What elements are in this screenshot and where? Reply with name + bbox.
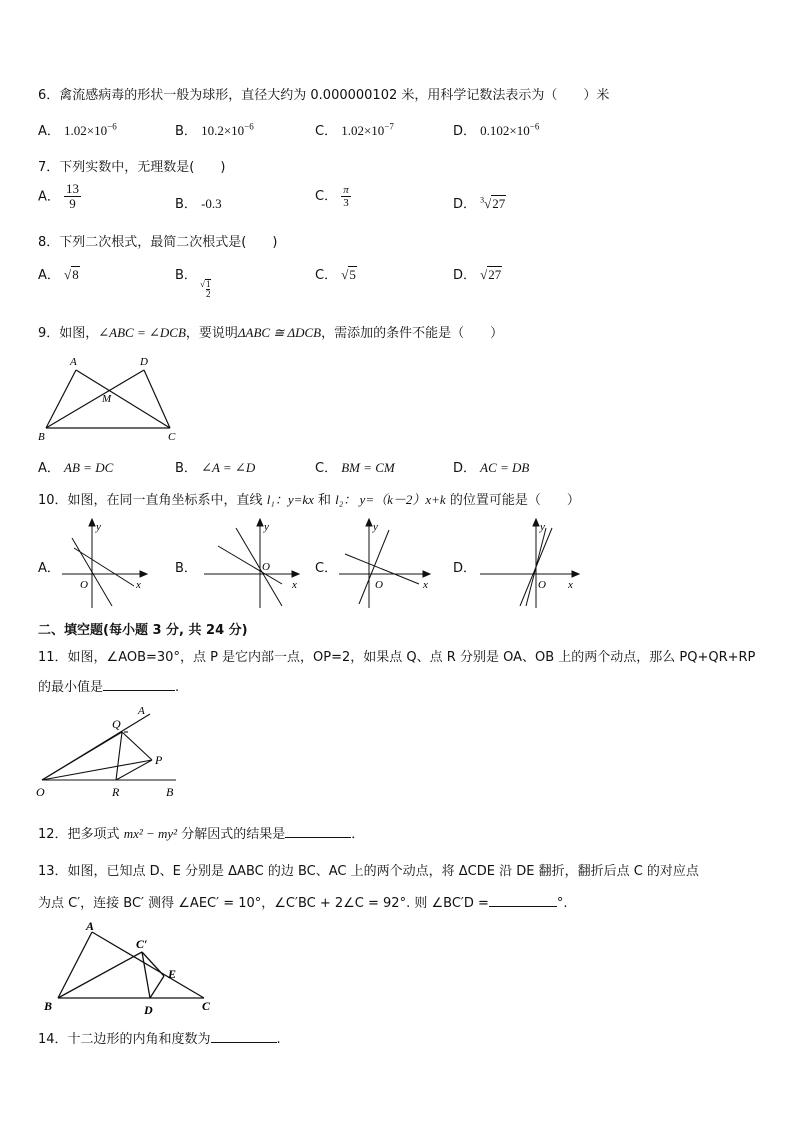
- q8-option-a: A． √8: [38, 267, 79, 283]
- label-o: O: [36, 785, 45, 799]
- q9-stem: 9．如图，∠ABC = ∠DCB，要说明ΔABC ≅ ΔDCB，需添加的条件不能是（ ）: [38, 325, 504, 341]
- label-a: A: [86, 919, 95, 933]
- label-b: B: [38, 431, 45, 442]
- origin-label: O: [538, 579, 546, 591]
- answer-blank[interactable]: [285, 825, 351, 838]
- q6-option-b: B． $10.2\times 10^{-6}$: [175, 121, 254, 139]
- label-c: C: [168, 431, 176, 442]
- answer-blank[interactable]: [103, 678, 175, 691]
- section-heading: 二、填空题(每小题 3 分, 共 24 分): [38, 623, 248, 638]
- label-e: E: [168, 967, 177, 981]
- q8-option-b: B．: [175, 268, 197, 283]
- q13-line1: 13．如图，已知点 D、E 分别是 ΔABC 的边 BC、AC 上的两个动点，将 ΔCDE 沿 DE 翻折，翻折后点 C 的对应点: [38, 864, 699, 879]
- q13-line2: 为点 C′，连接 BC′ 测得 ∠AEC′ = 10°，∠C′BC + 2∠C = 92°. 则 ∠BC′D = °.: [38, 896, 568, 911]
- q8-option-c: C． √5: [315, 267, 356, 283]
- q10-option-b-letter: B．: [175, 561, 197, 576]
- label-d: D: [144, 1003, 153, 1016]
- axis-y-label: y: [264, 521, 269, 533]
- fraction: $\frac{\pi}{3}$: [343, 184, 349, 210]
- fraction: $\frac{13}{9}$: [66, 181, 80, 212]
- q10-graph-b: [200, 518, 305, 610]
- q7-option-c: C． $\frac{\pi}{3}$: [315, 184, 349, 210]
- q11-line1: 11．如图，∠AOB=30°，点 P 是它内部一点，OP=2，如果点 Q、点 R 分别是 OA、OB 上的两个动点，那么 PQ+QR+RP: [38, 650, 756, 665]
- label-d: D: [140, 356, 148, 368]
- label-a: A: [70, 356, 77, 368]
- answer-blank[interactable]: [489, 894, 557, 907]
- q14-line: 14．十二边形的内角和度数为 .: [38, 1032, 281, 1047]
- q9-option-a: A． AB = DC: [38, 460, 114, 476]
- q10-option-c-letter: C．: [315, 561, 338, 576]
- q13-figure: [38, 916, 218, 1016]
- label-b: B: [166, 785, 174, 799]
- q11-figure: [34, 700, 182, 800]
- label-a: A: [138, 705, 145, 717]
- axis-y-label: y: [96, 521, 101, 533]
- q7-option-d: D． $^3$√27: [453, 195, 506, 212]
- q9-figure: [36, 350, 186, 442]
- axis-y-label: y: [373, 521, 378, 533]
- axis-x-label: x: [568, 579, 573, 591]
- q9-option-d: D． AC = DB: [453, 460, 530, 476]
- label-r: R: [112, 785, 120, 799]
- q10-graph-c: [335, 518, 440, 610]
- answer-blank[interactable]: [211, 1030, 277, 1043]
- origin-label: O: [262, 561, 270, 573]
- label-c: C: [202, 999, 211, 1013]
- axis-x-label: x: [136, 579, 141, 591]
- q9-option-c: C． BM = CM: [315, 460, 395, 476]
- q10-option-d-letter: D．: [453, 561, 477, 576]
- q10-graph-a: [60, 518, 160, 610]
- label-q: Q: [112, 717, 121, 731]
- q6-stem: 6．禽流感病毒的形状一般为球形，直径大约为 0.000000102 米，用科学记数法表示为（ ）米: [38, 88, 610, 103]
- q6-option-d: D． $0.102\times 10^{-6}$: [453, 121, 540, 139]
- axis-y-label: y: [540, 521, 545, 533]
- q8-option-b-radical: √ $\frac{1}{2}$: [200, 279, 211, 299]
- q10-graph-d: [476, 518, 586, 610]
- q6-option-c: C． $1.02\times 10^{-7}$: [315, 121, 394, 139]
- q8-option-d: D． √27: [453, 267, 502, 283]
- label-m: M: [102, 393, 112, 405]
- q8-stem: 8．下列二次根式，最简二次根式是( ): [38, 235, 278, 250]
- q6-option-a: A． $1.02\times 10^{-6}$: [38, 121, 117, 139]
- q10-option-a-letter: A．: [38, 561, 60, 576]
- label-p: P: [155, 753, 163, 767]
- q7-option-b: B． -0.3: [175, 196, 222, 212]
- q7-stem: 7．下列实数中，无理数是( ): [38, 160, 226, 175]
- q7-option-a: A． $\frac{13}{9}$: [38, 181, 80, 212]
- label-c-prime: C′: [136, 937, 148, 951]
- q10-stem: 10．如图，在同一直角坐标系中，直线 l₁：y=kx 和 l₂： y=（k－2）x+k 的位置可能是（ ）: [38, 492, 580, 508]
- q9-option-b: B． ∠A = ∠D: [175, 460, 256, 476]
- axis-x-label: x: [423, 579, 428, 591]
- origin-label: O: [375, 579, 383, 591]
- origin-label: O: [80, 579, 88, 591]
- q11-line2: 的最小值是 .: [38, 680, 180, 695]
- label-b: B: [44, 999, 53, 1013]
- axis-x-label: x: [292, 579, 297, 591]
- q12-line: 12．把多项式 mx² − my² 分解因式的结果是 ．: [38, 826, 365, 842]
